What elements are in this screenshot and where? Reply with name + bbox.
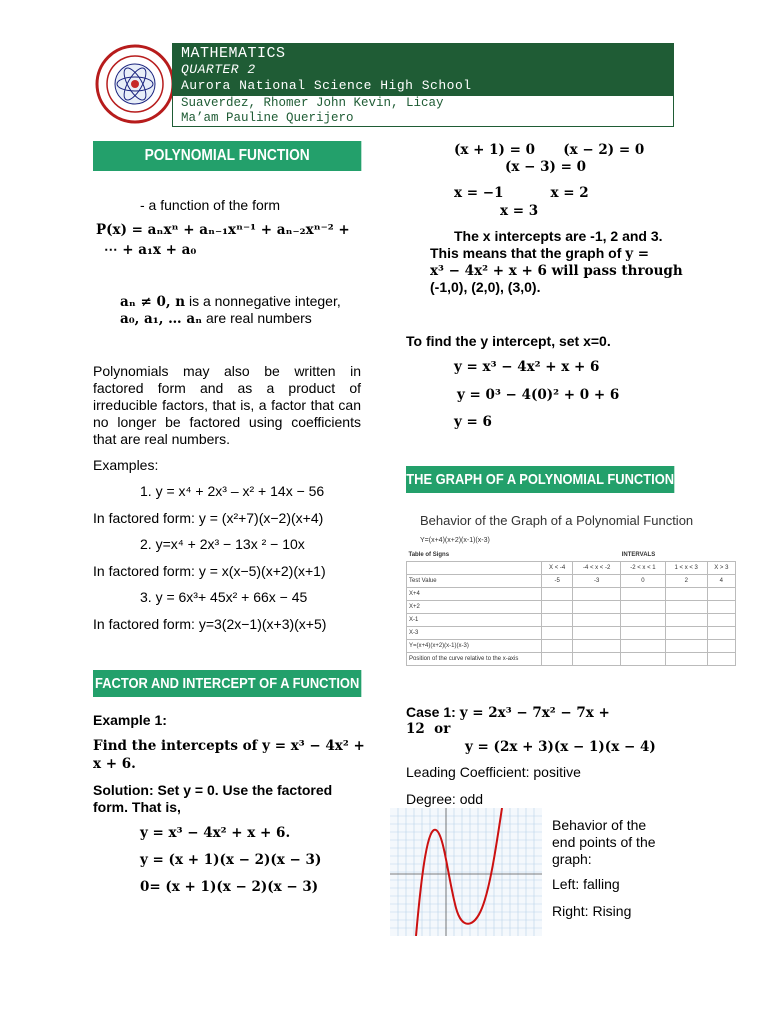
- find-intercepts-line2: x + 6.: [93, 756, 136, 772]
- condition-line2: [120, 310, 312, 328]
- y-intercept-eq2: y = 0³ − 4(0)² + 0 + 6: [457, 387, 620, 403]
- quarter-label: QUARTER 2: [181, 62, 256, 77]
- root-eq1: x = −1 x = 2: [454, 185, 589, 201]
- end-behavior-label: Behavior of the end points of the graph:: [552, 817, 656, 867]
- table-row: [407, 640, 736, 653]
- cubic-graph: [390, 808, 542, 936]
- teacher-name: Ma’am Pauline Querijero: [181, 111, 354, 125]
- row-label: X+4: [407, 588, 542, 601]
- table-cell: 2: [665, 575, 707, 588]
- table-row: [407, 614, 736, 627]
- condition-math2: a₀, a₁, … aₙ: [120, 311, 203, 327]
- example-3: 3. y = 6x³+ 45x² + 66x − 45: [140, 589, 308, 605]
- factor-zero-eq1: (x + 1) = 0 (x − 2) = 0: [454, 142, 645, 158]
- x-intercepts-line2: [430, 245, 649, 263]
- table-cell: -5: [542, 575, 573, 588]
- row-label: X-1: [407, 614, 542, 627]
- definition-equation-line2: ⋯ + a₁x + a₀: [104, 242, 197, 258]
- table-row: [407, 627, 736, 640]
- row-label: Test Value: [407, 575, 542, 588]
- x-intercepts-line4: (-1,0), (2,0), (3,0).: [430, 279, 541, 295]
- table-intervals-label: INTERVALS: [621, 552, 656, 558]
- x-intercepts-y: y =: [625, 246, 650, 262]
- case1-line2: 12 or: [406, 721, 451, 737]
- condition-text2: are real numbers: [202, 310, 312, 326]
- condition-line1: [120, 293, 341, 311]
- x-intercepts-pass: will pass through: [546, 263, 683, 279]
- table-header-row: [407, 562, 736, 575]
- example-3-factored: In factored form: y=3(2x−1)(x+3)(x+5): [93, 616, 327, 632]
- x-intercepts-line3: [430, 262, 683, 280]
- x-intercepts-line1: The x intercepts are -1, 2 and 3.: [454, 228, 663, 244]
- table-title: Behavior of the Graph of a Polynomial Function: [420, 513, 694, 528]
- x-intercepts-text: This means that the graph of: [430, 245, 626, 261]
- y-intercept-eq1: y = x³ − 4x² + x + 6: [454, 359, 600, 375]
- table-col: -4 < x < -2: [573, 562, 621, 575]
- school-name: Aurora National Science High School: [181, 78, 472, 93]
- example1-label: Example 1:: [93, 712, 167, 728]
- root-eq2: x = 3: [500, 203, 539, 219]
- leading-coefficient: Leading Coefficient: positive: [406, 764, 581, 780]
- table-cell: 4: [707, 575, 735, 588]
- example-1: 1. y = x⁴ + 2x³ – x² + 14x − 56: [140, 483, 325, 499]
- y-intercept-label: To find the y intercept, set x=0.: [406, 333, 611, 349]
- section-banner-polynomial-function: POLYNOMIAL FUNCTION: [93, 141, 361, 171]
- case1-equation: y = 2x³ − 7x² − 7x +: [459, 705, 610, 721]
- y-intercept-eq3: y = 6: [454, 414, 492, 430]
- header-banner: [172, 43, 674, 95]
- solution-equation1: y = x³ − 4x² + x + 6.: [140, 825, 291, 841]
- find-intercepts-line1: Find the intercepts of y = x³ − 4x² +: [93, 738, 365, 754]
- right-behavior: Right: Rising: [552, 903, 632, 919]
- condition-math1: aₙ ≠ 0, n: [120, 294, 186, 310]
- case1-factored: y = (2x + 3)(x − 1)(x − 4): [465, 739, 656, 755]
- case1-label: Case 1:: [406, 704, 460, 720]
- row-label: Y=(x+4)(x+2)(x-1)(x-3): [407, 640, 542, 653]
- x-intercepts-poly: x³ − 4x² + x + 6: [430, 263, 547, 279]
- condition-text1: is a nonnegative integer,: [185, 293, 341, 309]
- definition-intro: - a function of the form: [140, 197, 281, 213]
- table-cell: -3: [573, 575, 621, 588]
- factor-zero-eq2: (x − 3) = 0: [505, 159, 587, 175]
- case1-line1: [406, 704, 610, 722]
- table-col: X < -4: [542, 562, 573, 575]
- section-banner-graph: THE GRAPH OF A POLYNOMIAL FUNCTION: [406, 466, 674, 493]
- table-cell: 0: [621, 575, 666, 588]
- table-of-signs: [406, 549, 736, 666]
- row-label: Position of the curve relative to the x-axis: [407, 653, 542, 666]
- section-banner-factor-intercept: FACTOR AND INTERCEPT OF A FUNCTION: [93, 670, 361, 697]
- school-logo: [95, 44, 175, 124]
- subject-title: MATHEMATICS: [181, 45, 286, 62]
- row-label: X+2: [407, 601, 542, 614]
- table-row: [407, 601, 736, 614]
- solution-equation2: y = (x + 1)(x − 2)(x − 3): [140, 852, 322, 868]
- table-row: [407, 653, 736, 666]
- degree: Degree: odd: [406, 791, 484, 807]
- solution-equation3: 0= (x + 1)(x − 2)(x − 3): [140, 879, 319, 895]
- example-2: 2. y=x⁴ + 2x³ − 13x ² − 10x: [140, 536, 305, 552]
- table-col: 1 < x < 3: [665, 562, 707, 575]
- solution-line1: Solution: Set y = 0. Use the factored: [93, 782, 333, 798]
- example-2-factored: In factored form: y = x(x−5)(x+2)(x+1): [93, 563, 326, 579]
- table-row: [407, 575, 736, 588]
- table-col: X > 3: [707, 562, 735, 575]
- solution-line2: form. That is,: [93, 799, 181, 815]
- graph-svg: [390, 808, 542, 936]
- table-col: -2 < x < 1: [621, 562, 666, 575]
- table-subtitle: Y=(x+4)(x+2)(x-1)(x-3): [420, 537, 490, 544]
- table-header-label: Table of Signs: [408, 552, 450, 558]
- table-row: [407, 588, 736, 601]
- factored-form-paragraph: Polynomials may also be written in factored form and as a product of irreducible factors, that is, a factor that can no longer be factored using coefficients that are real numbers.: [93, 363, 361, 447]
- author-name: Suaverdez, Rhomer John Kevin, Licay: [181, 96, 444, 110]
- example-1-factored: In factored form: y = (x²+7)(x−2)(x+4): [93, 510, 324, 526]
- examples-label: Examples:: [93, 457, 159, 473]
- left-behavior: Left: falling: [552, 876, 620, 892]
- author-box: [172, 95, 674, 127]
- row-label: X-3: [407, 627, 542, 640]
- definition-equation-line1: P(x) = aₙxⁿ + aₙ₋₁xⁿ⁻¹ + aₙ₋₂xⁿ⁻² +: [96, 222, 350, 238]
